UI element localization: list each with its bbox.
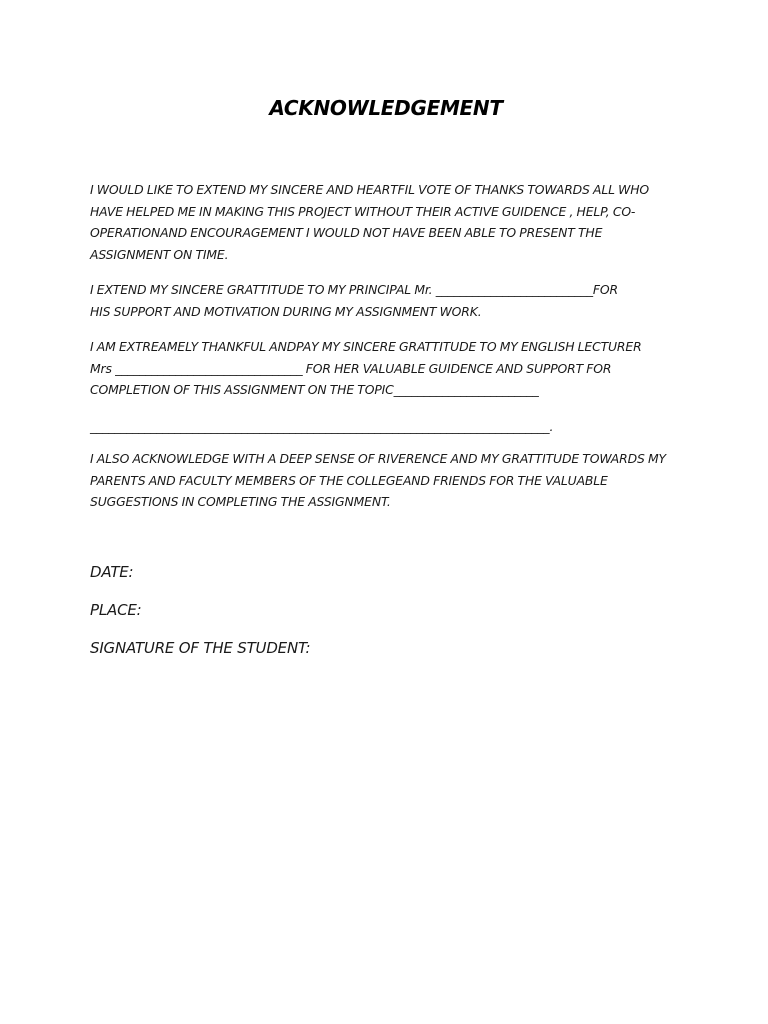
paragraph-line: SUGGESTIONS IN COMPLETING THE ASSIGNMENT. [90,494,391,510]
signature-label: SIGNATURE OF THE STUDENT: [90,639,311,657]
paragraph-line: Mrs _______________________________ FOR HER VALUABLE GUIDENCE AND SUPPORT FOR [90,360,612,376]
paragraph-topic-blank [90,416,686,438]
paragraph-line: HIS SUPPORT AND MOTIVATION DURING MY ASSIGNMENT WORK. [90,303,482,319]
paragraph-line: HAVE HELPED ME IN MAKING THIS PROJECT WITHOUT THEIR ACTIVE GUIDENCE , HELP, CO- [90,203,636,219]
paragraph-line: I AM EXTREAMELY THANKFUL ANDPAY MY SINCERE GRATTITUDE TO MY ENGLISH LECTURER [90,339,642,354]
paragraph-line: I WOULD LIKE TO EXTEND MY SINCERE AND HEARTFIL VOTE OF THANKS TOWARDS ALL WHO [90,182,650,197]
paragraph-line: OPERATIONAND ENCOURAGEMENT I WOULD NOT HAVE BEEN ABLE TO PRESENT THE [90,225,603,241]
paragraph-line: I EXTEND MY SINCERE GRATTITUDE TO MY PRINCIPAL Mr. __________________________FOR [90,282,618,297]
paragraph-thanks [90,179,686,266]
paragraph-principal [90,279,686,322]
paragraph-lecturer [90,336,686,401]
paragraph-line: ____________________________________________________________________________. [90,419,554,434]
paragraph-line: COMPLETION OF THIS ASSIGNMENT ON THE TOPIC________________________ [90,382,539,398]
page-title: ACKNOWLEDGEMENT [269,96,503,120]
paragraph-line: I ALSO ACKNOWLEDGE WITH A DEEP SENSE OF RIVERENCE AND MY GRATTITUDE TOWARDS MY [90,451,666,466]
paragraph-family [90,448,686,513]
paragraph-line: ASSIGNMENT ON TIME. [90,247,229,263]
place-label: PLACE: [90,601,142,619]
paragraph-line: PARENTS AND FACULTY MEMBERS OF THE COLLEGEAND FRIENDS FOR THE VALUABLE [90,472,608,488]
date-label: DATE: [90,563,134,581]
